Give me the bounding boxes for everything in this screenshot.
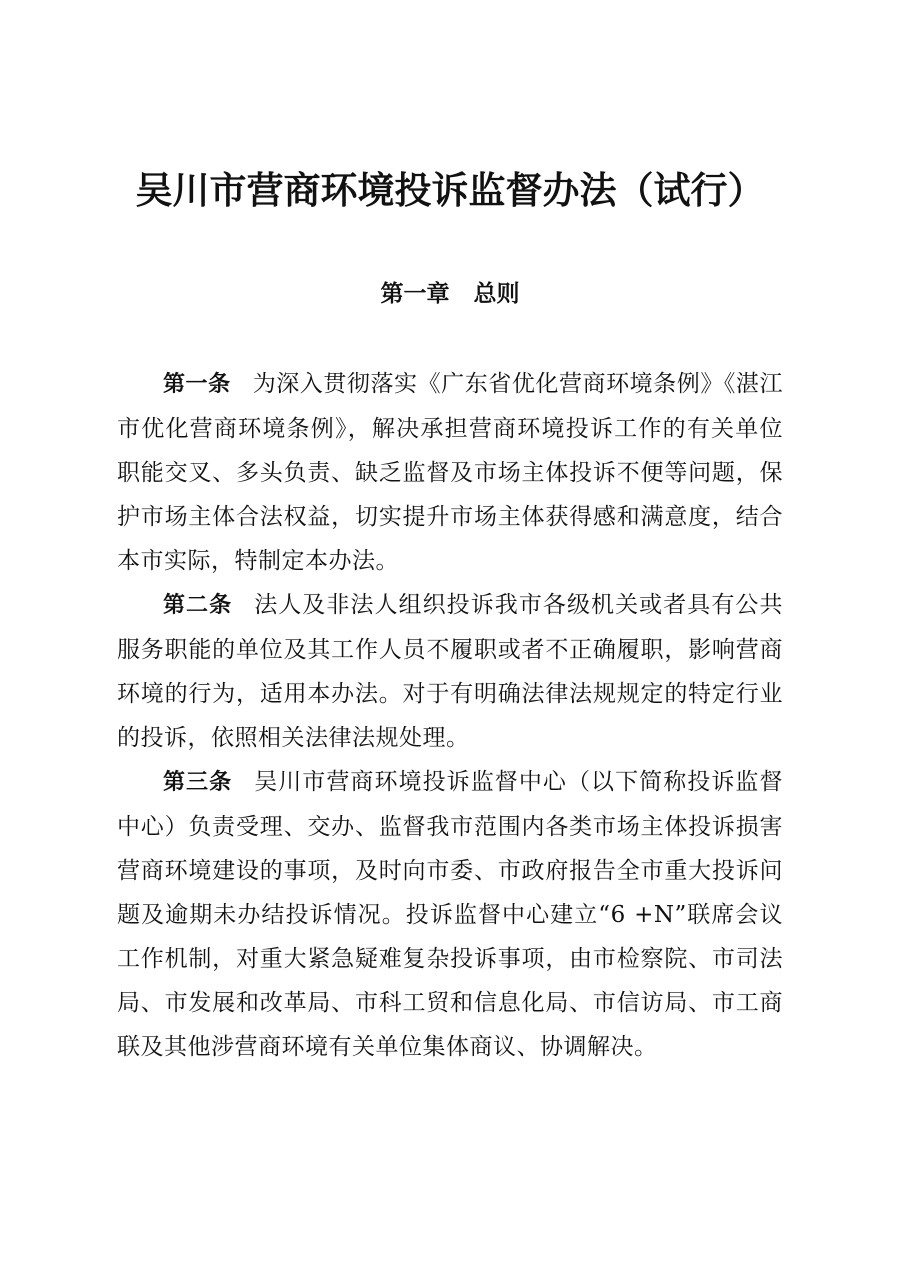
chapter-heading (0, 278, 900, 310)
article-label: 第一条 (163, 372, 231, 397)
document-title: 吴川市营商环境投诉监督办法（试行） (135, 168, 765, 212)
article-3 (117, 760, 783, 1069)
article-label: 第二条 (163, 593, 233, 618)
article-text: 法人及非法人组织投诉我市各级机关或者具有公共服务职能的单位及其工作人员不履职或者不正确履职，影响营商环境的行为，适用本办法。对于有明确法律法规规定的特定行业的投诉，依照相关法律法规处理。 (117, 592, 783, 751)
chapter-name: 总则 (473, 281, 520, 307)
article-text: 为深入贯彻落实《广东省优化营商环境条例》《湛江市优化营商环境条例》，解决承担营商环境投诉工作的有关单位职能交叉、多头负责、缺乏监督及市场主体投诉不便等问题，保护市场主体合法权益，切实提升市场主体获得感和满意度，结合本市实际，特制定本办法。 (117, 371, 783, 574)
chapter-number: 第一章 (380, 281, 450, 307)
article-1 (117, 362, 783, 583)
article-2 (117, 583, 783, 760)
article-text: 吴川市营商环境投诉监督中心（以下简称投诉监督中心）负责受理、交办、监督我市范围内各类市场主体投诉损害营商环境建设的事项，及时向市委、市政府报告全市重大投诉问题及逾期未办结投诉情况。投诉监督中心建立“6 +N”联席会议工作机制，对重大紧急疑难复杂投诉事项，由市检察院、市司法局、市发展和改革局、市科工贸和信息化局、市信访局、市工商联及其他涉营商环境有关单位集体商议、协调解决。 (117, 769, 783, 1060)
article-label: 第三条 (163, 770, 233, 795)
document-body (117, 362, 783, 1069)
